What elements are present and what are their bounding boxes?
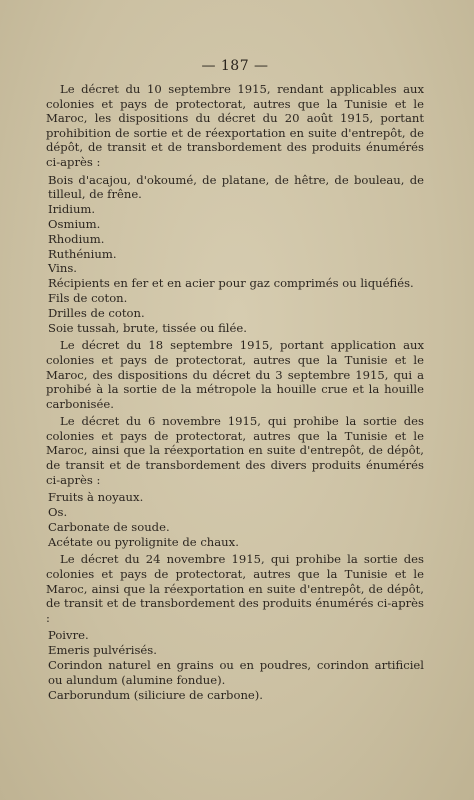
list-item: Poivre. [48, 628, 89, 643]
list-item: Récipients en fer et en acier pour gaz comprimés ou liquéfiés. [48, 276, 414, 291]
list-item: Soie tussah, brute, tissée ou filée. [48, 320, 247, 335]
list-item: Acétate ou pyrolignite de chaux. [48, 534, 239, 549]
list-item: Iridium. [48, 202, 96, 217]
list-item: Ruthénium. [48, 246, 117, 261]
decree-paragraph-3: Le décret du 6 novembre 1915, qui prohibe la sortie des colonies et pays de protectorat, autres que la Tunisie et le Maroc, ainsi que la réexportation en suite d'entrepôt, de dépôt, de transit et de transbordement des divers produits énumérés ci-après : [46, 414, 424, 487]
decree-paragraph-1: Le décret du 10 septembre 1915, rendant applicables aux colonies et pays de protectorat, autres que la Tunisie et le Maroc, les dispositions du décret du 20 août 1915, portant prohibition de sortie et de réexportation en suite d'entrepôt, de dépôt, de transit et de transbordement des produits énumérés ci-après : [46, 82, 424, 169]
list-item: Drilles de coton. [48, 305, 145, 320]
list-item: Os. [48, 505, 68, 520]
list-item: Fils de coton. [48, 290, 128, 305]
decree-paragraph-4: Le décret du 24 novembre 1915, qui prohibe la sortie des colonies et pays de protectorat, autres que la Tunisie et le Maroc, ainsi que la réexportation en suite d'entrepôt, de dépôt, de transit et de transbordement des produits énumérés ci-après : [46, 552, 424, 625]
page-number: — 187 — [201, 58, 269, 74]
list-item: Rhodium. [48, 231, 105, 246]
list-item: Emeris pulvérisés. [48, 643, 157, 658]
product-list-4 [46, 628, 424, 702]
decree-paragraph-2: Le décret du 18 septembre 1915, portant application aux colonies et pays de protectorat, autres que la Tunisie et le Maroc, des dispositions du décret du 3 septembre 1915, qui a prohibé à la sortie de la métropole la houille crue et la houille carbonisée. [46, 338, 424, 411]
list-item: Fruits à noyaux. [48, 490, 144, 505]
list-item: Bois d'acajou, d'okoumé, de platane, de hêtre, de bouleau, de tilleul, de frêne. [48, 172, 424, 202]
list-item: Carbonate de soude. [48, 519, 170, 534]
list-item: Vins. [48, 261, 77, 276]
list-item: Carborundum (siliciure de carbone). [48, 687, 263, 702]
list-item: Osmium. [48, 216, 101, 231]
product-list-1 [46, 173, 424, 336]
list-item: Corindon naturel en grains ou en poudres, corindon artificiel ou alundum (alumine fondue). [48, 658, 424, 687]
product-list-3 [46, 490, 424, 549]
